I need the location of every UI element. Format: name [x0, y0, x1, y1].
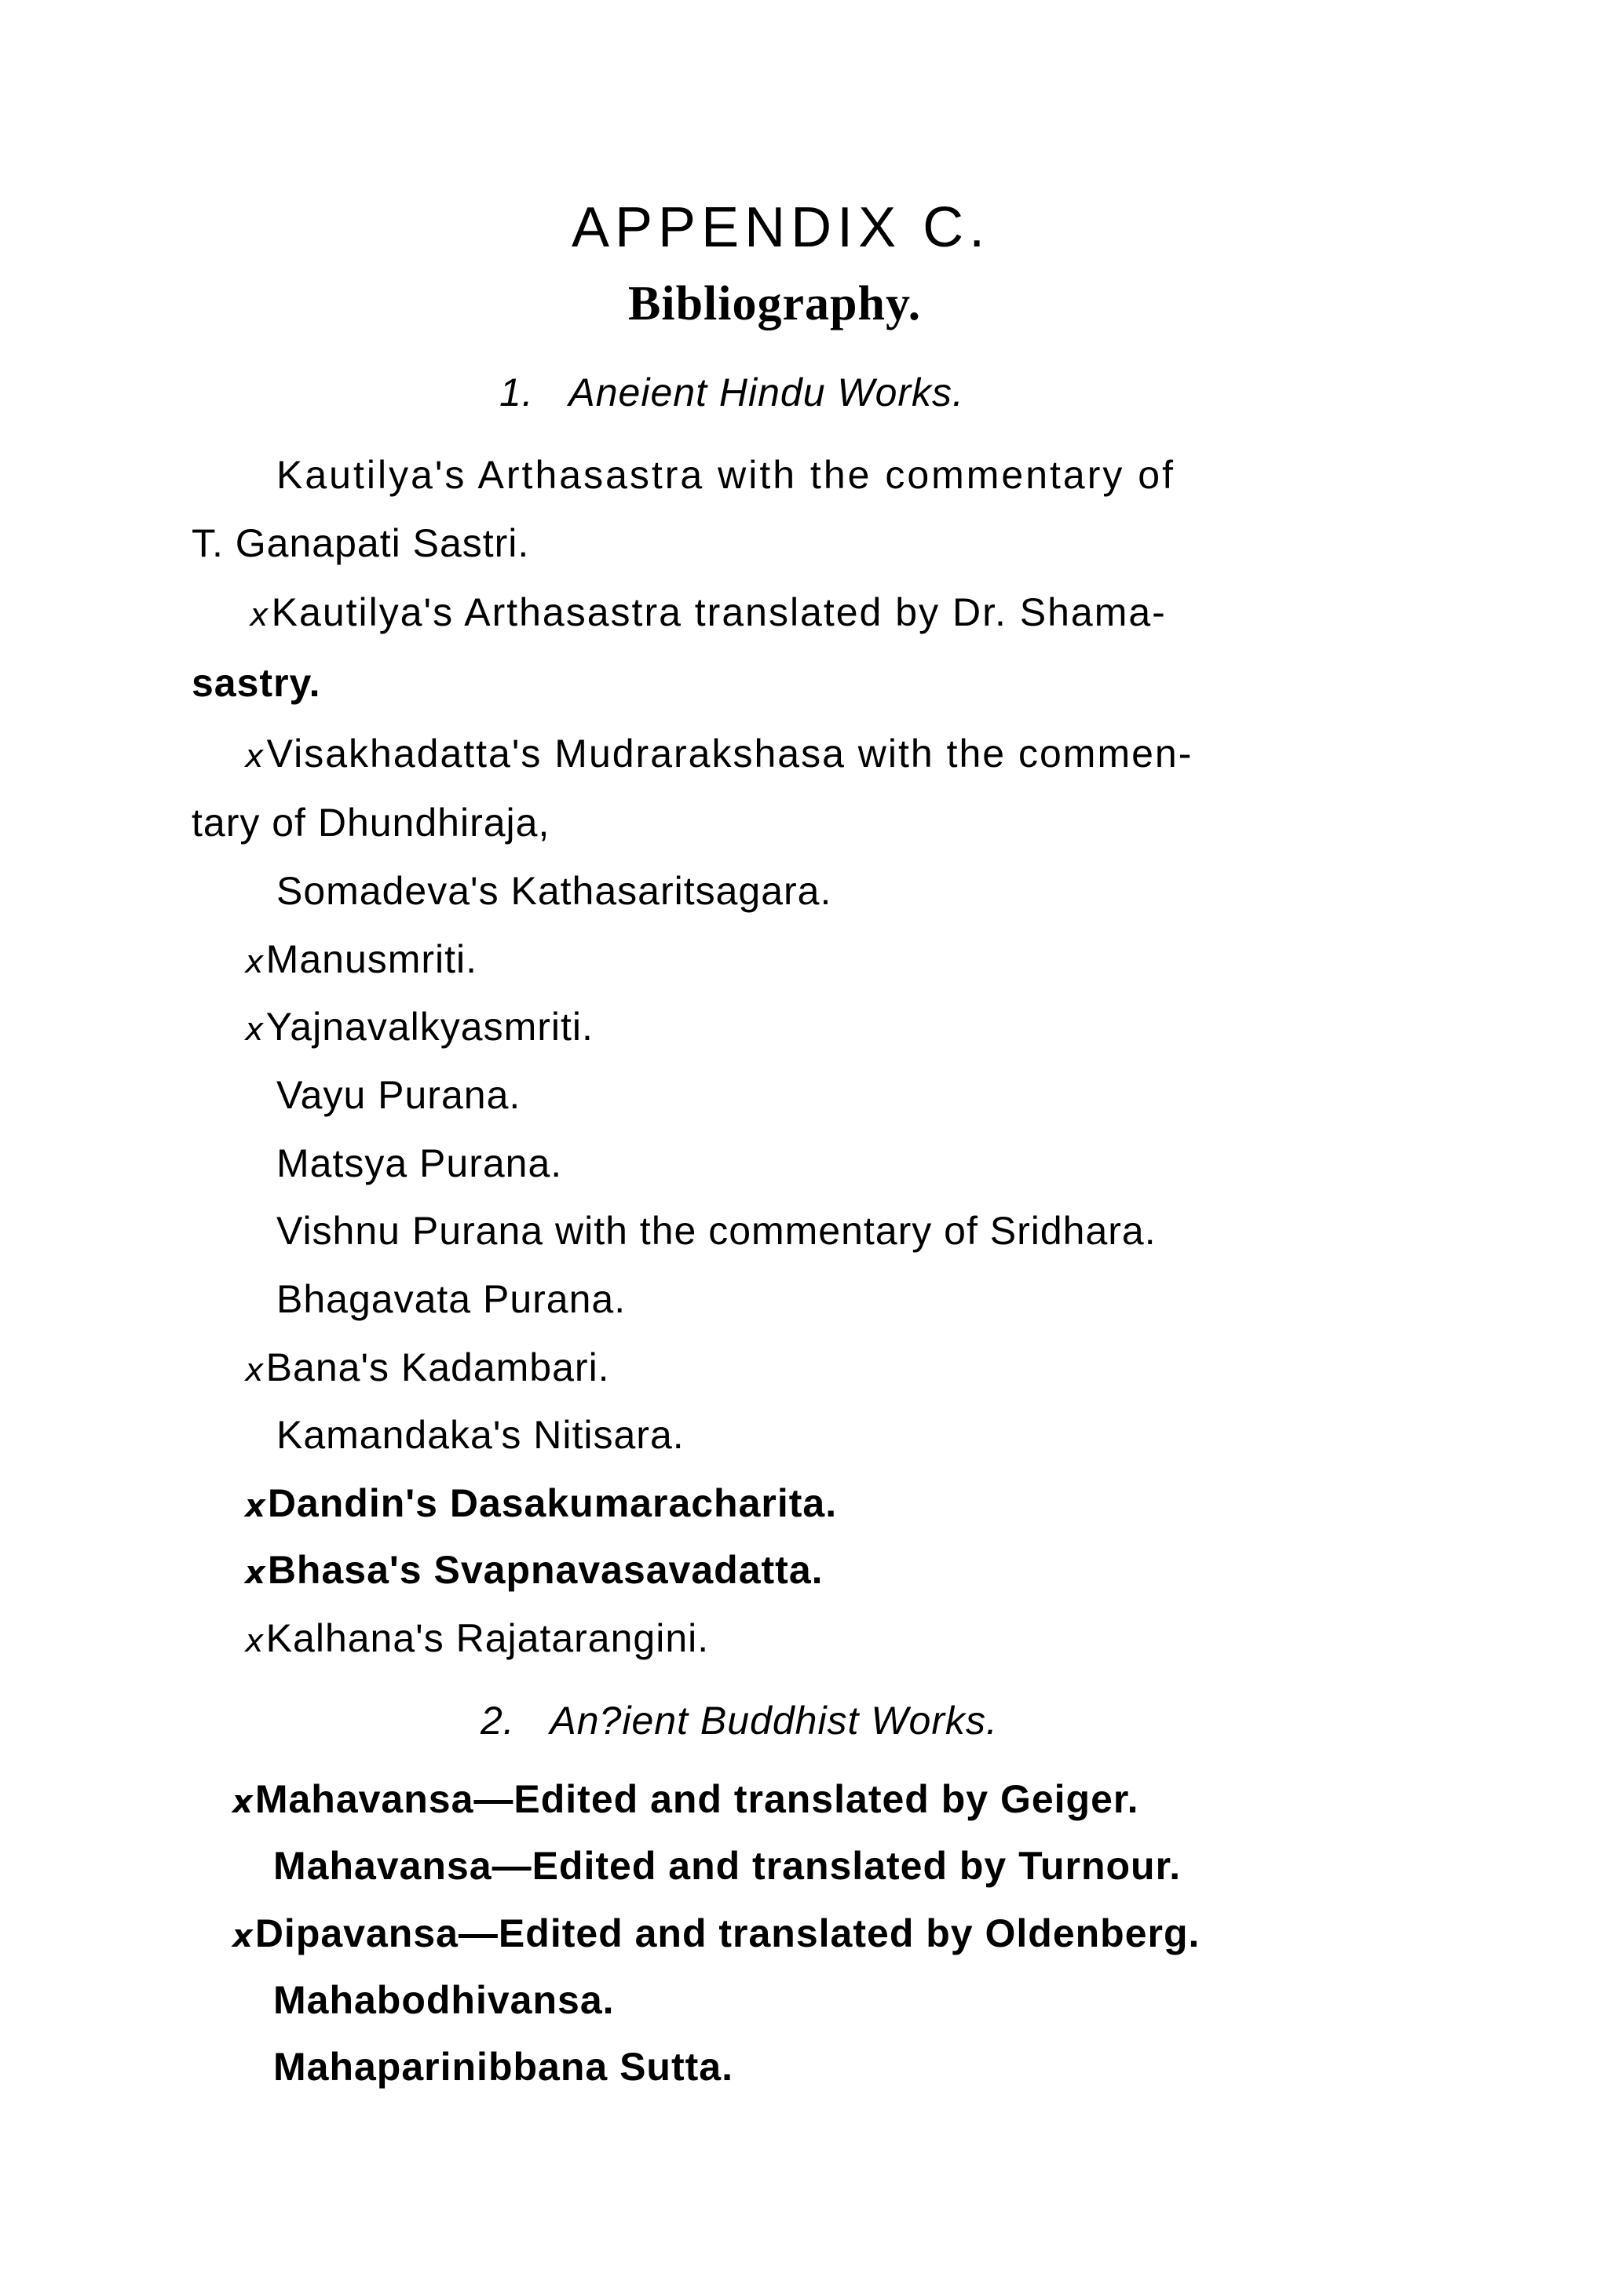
bibliography-entry-line: xManusmriti.	[245, 937, 478, 981]
handwritten-cross-mark: x	[232, 1918, 254, 1955]
bibliography-entry-line: tary of Dhundhiraja,	[192, 801, 550, 845]
bibliography-entry-line: Kautilya's Arthasastra with the commentary of	[276, 453, 1175, 497]
bibliography-entry-line: Somadeva's Kathasaritsagara.	[276, 869, 832, 913]
handwritten-cross-mark: x	[250, 597, 270, 633]
handwritten-cross-mark: x	[245, 1012, 265, 1048]
appendix-title: APPENDIX C.	[572, 196, 991, 259]
handwritten-cross-mark: x	[245, 1555, 266, 1591]
section-heading-buddhist	[481, 1697, 998, 1744]
handwritten-cross-mark: x	[232, 1784, 254, 1820]
bibliography-entry-line: xVisakhadatta's Mudrarakshasa with the commen-	[245, 732, 1193, 776]
bibliography-entry-line: xBana's Kadambari.	[245, 1345, 610, 1389]
bibliography-title: Bibliography.	[628, 277, 922, 330]
bibliography-entry-line: xYajnavalkyasmriti.	[245, 1005, 594, 1049]
section-title: An?ient Buddhist Works.	[550, 1699, 998, 1743]
bibliography-entry-line: Mahaparinibbana Sutta.	[273, 2045, 733, 2089]
section-number: 2.	[481, 1699, 515, 1743]
bibliography-entry-line: Mahavansa—Edited and translated by Turnour.	[273, 1844, 1182, 1888]
bibliography-entry-line: xDipavansa—Edited and translated by Oldenberg.	[232, 1911, 1201, 1955]
handwritten-cross-mark: x	[245, 739, 265, 775]
section-title: Aneient Hindu Works.	[568, 370, 964, 414]
bibliography-entry-line: Mahabodhivansa.	[273, 1978, 615, 2022]
bibliography-entry-line: sastry.	[192, 661, 321, 705]
handwritten-cross-mark: x	[245, 1488, 266, 1524]
handwritten-cross-mark: x	[245, 944, 265, 980]
bibliography-entry-line: Matsya Purana.	[276, 1141, 563, 1185]
section-heading-hindu	[499, 369, 964, 416]
bibliography-entry-line: Kamandaka's Nitisara.	[276, 1413, 685, 1457]
bibliography-entry-line: xBhasa's Svapnavasavadatta.	[245, 1548, 824, 1592]
bibliography-entry-line: xMahavansa—Edited and translated by Geiger.	[232, 1777, 1139, 1821]
bibliography-entry-line: xKalhana's Rajatarangini.	[245, 1616, 710, 1660]
section-number: 1.	[499, 370, 534, 414]
bibliography-entry-line: Vayu Purana.	[276, 1073, 521, 1117]
bibliography-entry-line: Vishnu Purana with the commentary of Sridhara.	[276, 1209, 1157, 1253]
handwritten-cross-mark: x	[245, 1352, 265, 1389]
bibliography-entry-line: xDandin's Dasakumaracharita.	[245, 1481, 838, 1525]
bibliography-entry-line: T. Ganapati Sastri.	[192, 521, 530, 565]
bibliography-entry-line: xKautilya's Arthasastra translated by Dr. Shama-	[250, 590, 1167, 634]
bibliography-entry-line: Bhagavata Purana.	[276, 1277, 627, 1321]
handwritten-cross-mark: x	[245, 1623, 265, 1659]
